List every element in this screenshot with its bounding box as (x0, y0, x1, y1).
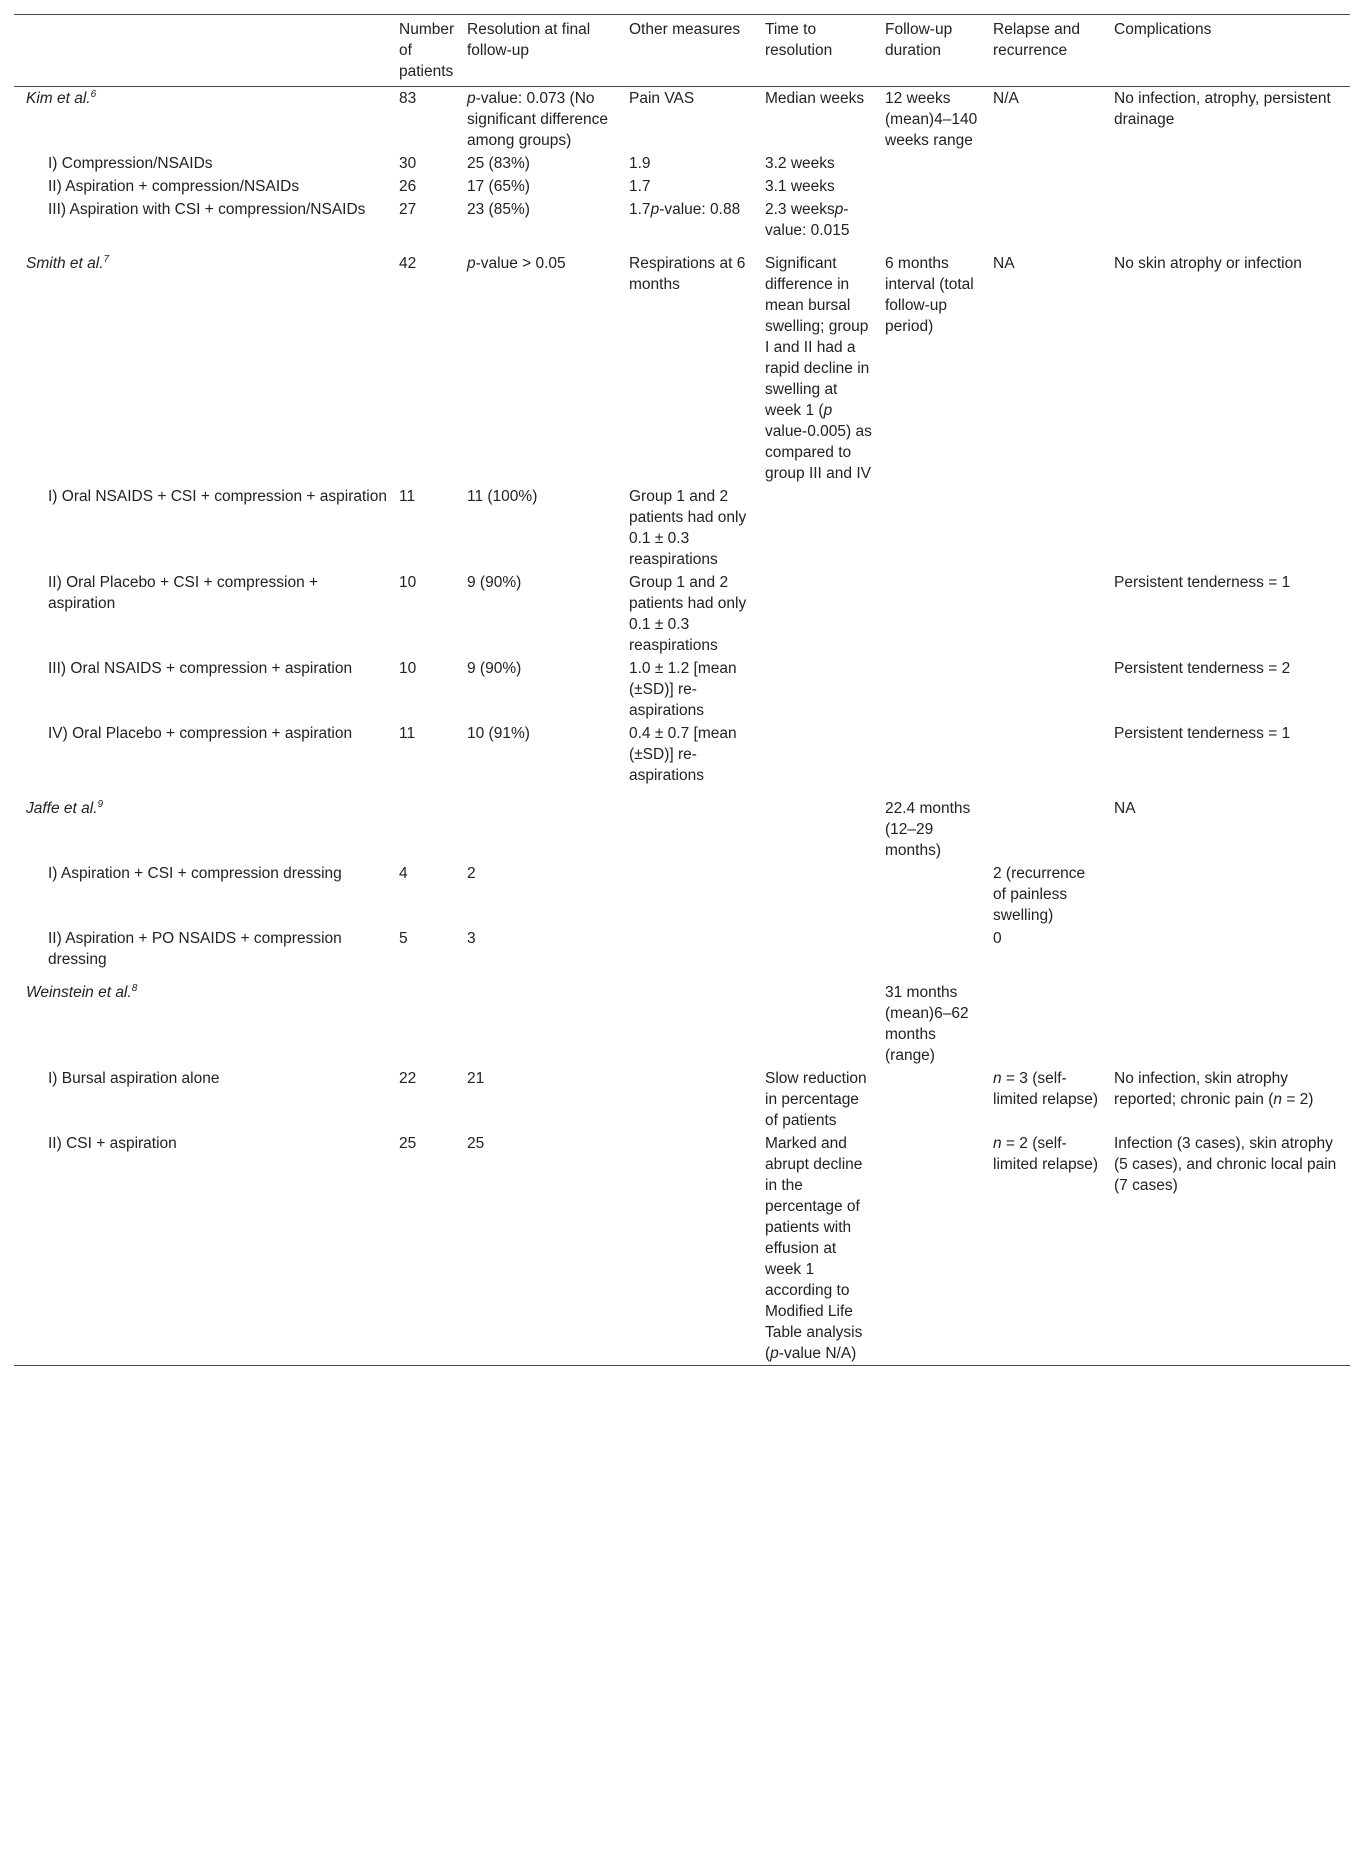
table-cell (993, 198, 1114, 242)
group-name: II) CSI + aspiration (48, 1135, 177, 1152)
table-cell: 12 weeks (mean)4–140 weeks range (885, 90, 978, 149)
table-cell: 3.1 weeks (765, 178, 835, 195)
table-cell: No infection, skin atrophy reported; chronic pain (n = 2) (1114, 1070, 1314, 1108)
table-cell: Infection (3 cases), skin atrophy (5 cases), and chronic local pain (7 cases) (1114, 1135, 1337, 1194)
table-cell (629, 1132, 765, 1366)
table-cell: 0.4 ± 0.7 [mean (±SD)] re-aspirations (629, 725, 737, 784)
table-cell: 21 (467, 1070, 485, 1087)
column-header: Other measures (629, 21, 741, 38)
table-cell (1114, 152, 1350, 175)
table-cell: 22 (399, 1070, 417, 1087)
column-header: Resolution at final follow-up (467, 21, 591, 59)
row-spacer (14, 971, 1350, 981)
table-cell: 1.7p-value: 0.88 (629, 201, 741, 218)
table-cell: 17 (65%) (467, 178, 530, 195)
table-cell (765, 797, 885, 862)
table-body (14, 87, 1350, 1366)
group-row (14, 485, 1350, 571)
table-cell (885, 198, 993, 242)
table-cell: Slow reduction in percentage of patients (765, 1070, 867, 1129)
study-row (14, 797, 1350, 862)
table-cell: 10 (91%) (467, 725, 530, 742)
study-row (14, 981, 1350, 1067)
table-cell (399, 981, 467, 1067)
table-cell: p-value > 0.05 (467, 255, 566, 272)
study-name: Weinstein et al.$^8$ (26, 982, 138, 1001)
table-cell (467, 797, 629, 862)
table-cell (629, 862, 765, 927)
group-name: II) Aspiration + PO NSAIDS + compression dressing (48, 930, 342, 968)
table-cell (1114, 862, 1350, 927)
table-cell (885, 1067, 993, 1132)
table-cell (765, 722, 885, 787)
table-cell: 10 (399, 660, 417, 677)
table-cell (765, 862, 885, 927)
table-cell: Significant difference in mean bursal swelling; group I and II had a rapid decline in swelling at week 1 (p value-0.005) as compared to group III and IV (765, 255, 872, 482)
group-name: III) Oral NSAIDS + compression + aspiration (48, 660, 353, 677)
table-cell: 2 (467, 865, 476, 882)
table-cell: Marked and abrupt decline in the percentage of patients with effusion at week 1 according to Modified Life Table analysis (p-value N/A) (765, 1135, 863, 1362)
group-name: IV) Oral Placebo + compression + aspiration (48, 725, 353, 742)
table-cell (1114, 485, 1350, 571)
table-cell: 9 (90%) (467, 660, 522, 677)
table-cell: 10 (399, 574, 417, 591)
table-cell: 2.3 weeksp-value: 0.015 (765, 201, 850, 239)
group-name: II) Oral Placebo + CSI + compression + aspiration (48, 574, 319, 612)
group-row (14, 198, 1350, 242)
group-row (14, 1132, 1350, 1366)
table-cell: 11 (399, 488, 416, 505)
table-cell (629, 981, 765, 1067)
table-cell: Group 1 and 2 patients had only 0.1 ± 0.3 reaspirations (629, 488, 747, 568)
table-cell: Median weeks (765, 90, 865, 107)
table-cell (993, 657, 1114, 722)
table-cell: 25 (83%) (467, 155, 530, 172)
table-cell (885, 722, 993, 787)
table-cell: 11 (100%) (467, 488, 538, 505)
table-cell: Persistent tenderness = 2 (1114, 660, 1291, 677)
table-cell: 2 (recurrence of painless swelling) (993, 865, 1086, 924)
table-cell (1114, 927, 1350, 971)
column-header: Time to resolution (765, 21, 833, 59)
table-cell (765, 571, 885, 657)
table-cell (885, 571, 993, 657)
table-cell: Group 1 and 2 patients had only 0.1 ± 0.3 reaspirations (629, 574, 747, 654)
group-name: I) Compression/NSAIDs (48, 155, 213, 172)
comparison-table (14, 14, 1350, 1366)
table-cell (765, 981, 885, 1067)
table-cell (885, 152, 993, 175)
table-cell (1114, 981, 1350, 1067)
table-cell: 25 (467, 1135, 485, 1152)
table-cell: 23 (85%) (467, 201, 530, 218)
table-cell (885, 175, 993, 198)
table-cell (765, 485, 885, 571)
table-cell (765, 657, 885, 722)
group-row (14, 927, 1350, 971)
table-cell (885, 1132, 993, 1366)
group-row (14, 175, 1350, 198)
table-cell: 11 (399, 725, 416, 742)
table-cell (993, 797, 1114, 862)
group-name: II) Aspiration + compression/NSAIDs (48, 178, 300, 195)
reference-superscript: 9 (97, 798, 104, 810)
row-spacer (14, 787, 1350, 797)
table-cell: 31 months (mean)6–62 months (range) (885, 984, 969, 1064)
column-header: Number of patients (399, 21, 455, 80)
row-spacer (14, 242, 1350, 252)
table-cell: 3.2 weeks (765, 155, 835, 172)
table-cell (993, 571, 1114, 657)
table-cell (467, 981, 629, 1067)
column-header: Complications (1114, 21, 1212, 38)
table-cell: Pain VAS (629, 90, 695, 107)
study-row (14, 252, 1350, 485)
table-cell: 4 (399, 865, 408, 882)
group-name: I) Oral NSAIDS + CSI + compression + aspiration (48, 488, 387, 505)
group-row (14, 722, 1350, 787)
table-cell (1114, 175, 1350, 198)
table-cell: 42 (399, 255, 417, 272)
table-cell (629, 927, 765, 971)
group-name: I) Aspiration + CSI + compression dressing (48, 865, 342, 882)
table-cell: NA (1114, 800, 1136, 817)
study-name: Jaffe et al.$^9$ (26, 798, 104, 817)
table-cell (993, 175, 1114, 198)
reference-superscript: 7 (103, 253, 110, 265)
group-row (14, 1067, 1350, 1132)
table-cell (885, 485, 993, 571)
table-cell: 0 (993, 930, 1002, 947)
table-cell: 3 (467, 930, 476, 947)
table-cell (629, 1067, 765, 1132)
group-name: III) Aspiration with CSI + compression/NSAIDs (48, 201, 366, 218)
table-cell: 26 (399, 178, 417, 195)
table-cell: No infection, atrophy, persistent drainage (1114, 90, 1331, 128)
table-cell: Persistent tenderness = 1 (1114, 725, 1291, 742)
column-header (14, 15, 399, 87)
study-row (14, 87, 1350, 153)
table-cell: 1.9 (629, 155, 651, 172)
study-name: Kim et al.$^6$ (26, 88, 97, 107)
table-cell (993, 722, 1114, 787)
table-cell (993, 485, 1114, 571)
group-row (14, 657, 1350, 722)
table-cell: 5 (399, 930, 408, 947)
table-cell: Persistent tenderness = 1 (1114, 574, 1291, 591)
reference-superscript: 8 (131, 982, 138, 994)
group-name: I) Bursal aspiration alone (48, 1070, 220, 1087)
table-cell (993, 152, 1114, 175)
table-cell (885, 862, 993, 927)
table-cell: No skin atrophy or infection (1114, 255, 1302, 272)
group-row (14, 571, 1350, 657)
header-row (14, 15, 1350, 87)
table-cell: 83 (399, 90, 417, 107)
table-cell: 6 months interval (total follow-up period) (885, 255, 974, 335)
table-cell (1114, 198, 1350, 242)
table-cell: N/A (993, 90, 1019, 107)
column-header: Relapse and recurrence (993, 21, 1081, 59)
table-cell (765, 927, 885, 971)
group-row (14, 862, 1350, 927)
column-header: Follow-up duration (885, 21, 953, 59)
table-cell (885, 927, 993, 971)
table-cell: 27 (399, 201, 417, 218)
table-cell: Respirations at 6 months (629, 255, 746, 293)
table-cell: n = 3 (self-limited relapse) (993, 1070, 1099, 1108)
table-cell: 22.4 months (12–29 months) (885, 800, 971, 859)
table-cell: 1.7 (629, 178, 651, 195)
study-name: Smith et al.$^7$ (26, 253, 110, 272)
table-cell: 30 (399, 155, 417, 172)
reference-superscript: 6 (90, 88, 97, 100)
table-cell: 9 (90%) (467, 574, 522, 591)
table-cell: p-value: 0.073 (No significant difference among groups) (467, 90, 609, 149)
group-row (14, 152, 1350, 175)
table-cell (885, 657, 993, 722)
table-cell (399, 797, 467, 862)
table-cell (993, 981, 1114, 1067)
table-cell: 1.0 ± 1.2 [mean (±SD)] re-aspirations (629, 660, 737, 719)
table-cell (629, 797, 765, 862)
table-cell: 25 (399, 1135, 417, 1152)
table-cell: NA (993, 255, 1015, 272)
table-cell: n = 2 (self-limited relapse) (993, 1135, 1099, 1173)
